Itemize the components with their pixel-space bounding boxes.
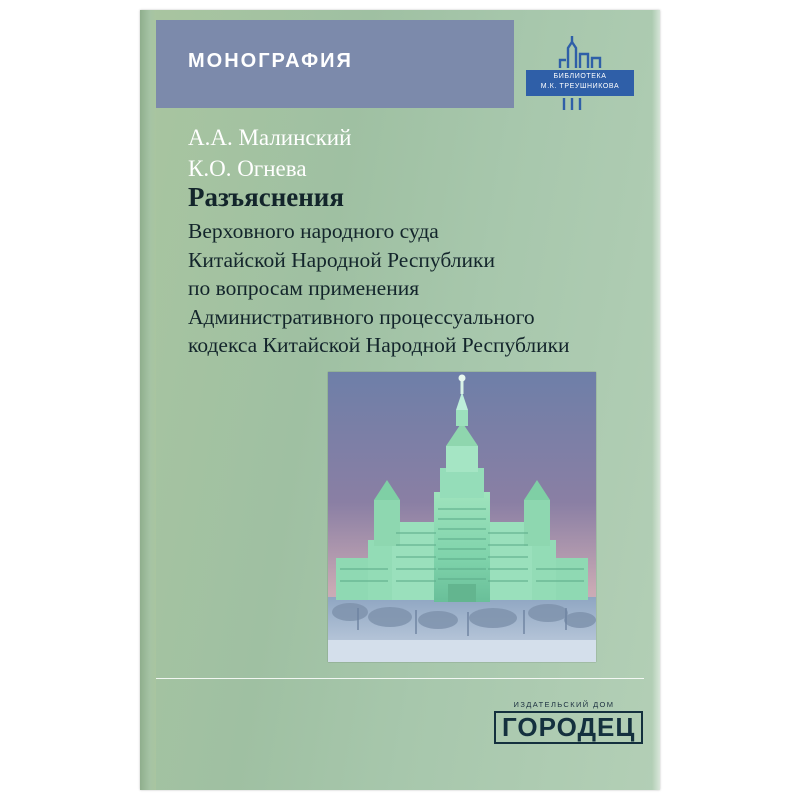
monograph-banner bbox=[156, 20, 514, 108]
book-title: Разъяснения bbox=[188, 182, 344, 212]
book-subtitle bbox=[188, 217, 628, 360]
cover-right-edge-highlight bbox=[652, 10, 660, 790]
subtitle-line: кодекса Китайской Народной Республики bbox=[188, 333, 570, 357]
subtitle-line: Китайской Народной Республики bbox=[188, 247, 495, 272]
authors-block bbox=[188, 122, 351, 184]
book-cover bbox=[140, 10, 660, 790]
author-name: К.О. Огнева bbox=[188, 156, 307, 181]
cover-spine-shading bbox=[140, 10, 156, 790]
author-name: А.А. Малинский bbox=[188, 125, 352, 150]
library-logo bbox=[524, 34, 636, 114]
subtitle-line: по вопросам применения bbox=[188, 276, 420, 300]
subtitle-line: Верховного народного суда bbox=[188, 219, 439, 243]
cover-photo bbox=[328, 372, 596, 662]
subtitle-line: Административного процессуального bbox=[188, 304, 535, 329]
library-logo-badge bbox=[526, 70, 634, 96]
library-logo-line1: БИБЛИОТЕКА bbox=[553, 73, 607, 80]
monograph-label: МОНОГРАФИЯ bbox=[188, 50, 353, 72]
publisher-name: ГОРОДЕЦ bbox=[494, 711, 643, 744]
publisher-logo bbox=[494, 700, 634, 756]
cover-divider bbox=[156, 678, 644, 679]
library-logo-line2: М.К. ТРЕУШНИКОВА bbox=[540, 83, 620, 90]
moscow-state-university-building-photo bbox=[328, 372, 596, 662]
publisher-sublabel: ИЗДАТЕЛЬСКИЙ ДОМ bbox=[513, 700, 615, 709]
